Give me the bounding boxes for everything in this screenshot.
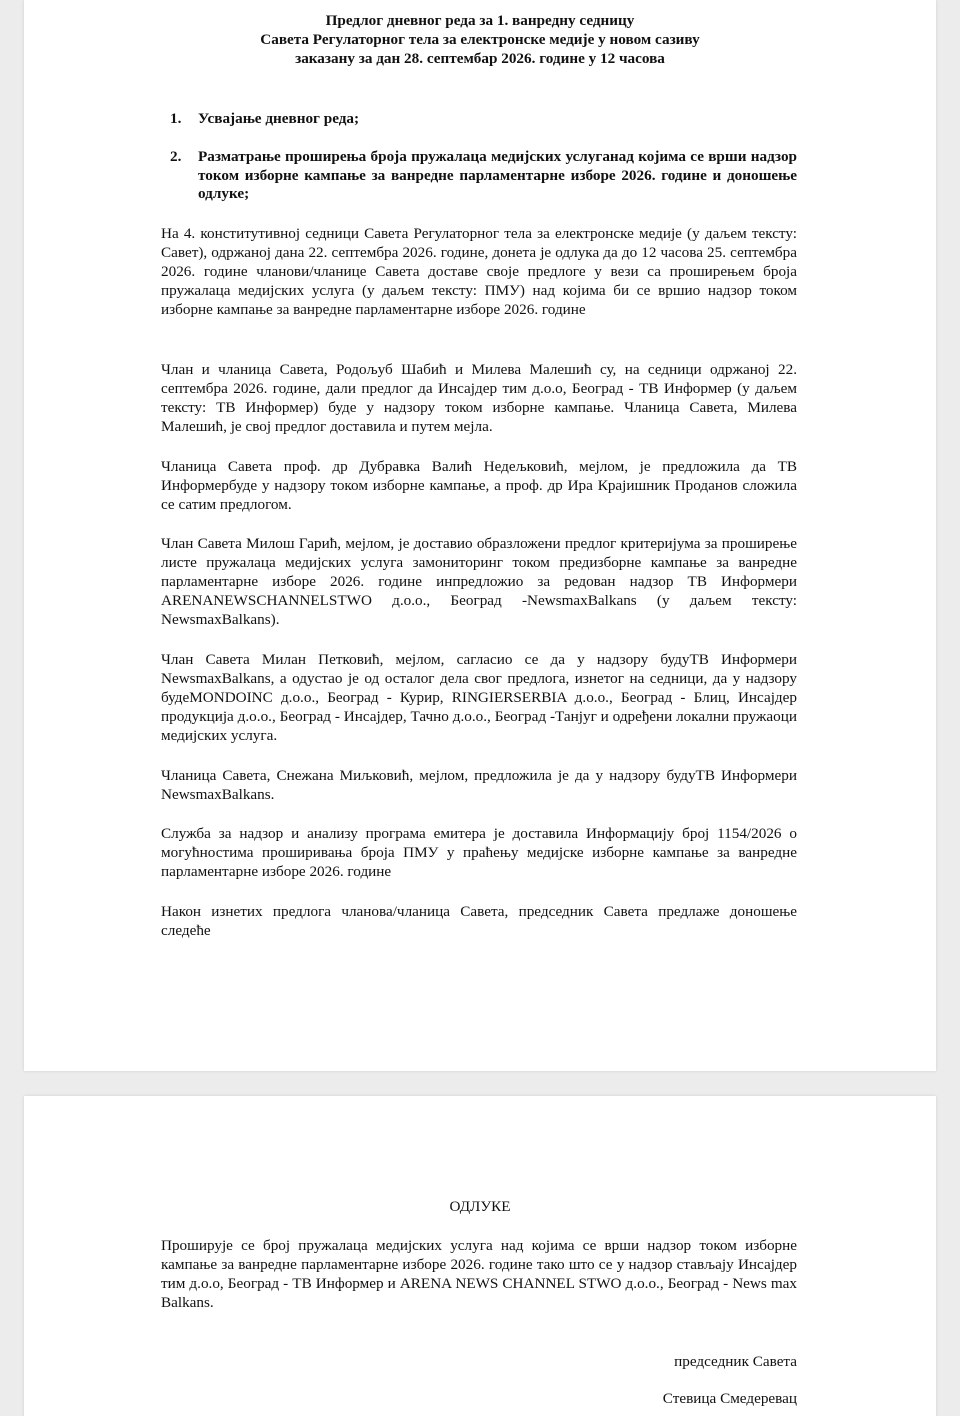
body-paragraph: Члан Савета Милан Петковић, мејлом, сагласио се да у надзору будуТВ Информери NewsmaxBalkans, а одустао је од осталог дела свог предлога, изнетог на седници, да у надзору будеMONDOINC д.о.о., Београд - Курир, RINGIERSERBIA д.о.о., Београд - Блиц, Инсајдер продукција д.о.о., Београд - Инсајдер, Тачно д.о.о., Београд -Танјуг и одређени локални пружаоци медијских услуга.	[161, 651, 797, 744]
body-paragraph: На 4. конститутивној седници Савета Регулаторног тела за електронске медије (у даљем тексту: Савет), одржаној дана 22. септембра 2026. године, донета је одлука да до 12 часова 25. септембра 2026. године чланови/чланице Савета доставе своје предлоге у вези са проширењем броја пружалаца медијских услуга (у даљем тексту: ПМУ) над којима би се вршио надзор током изборне кампање за ванредне парламентарне изборе 2026. године	[161, 225, 797, 318]
body-paragraph: Члан Савета Милош Гарић, мејлом, је доставио образложени предлог критеријума за проширење листе пружалаца медијских услуга замониторинг током предизборне кампање за ванредне парламентарне изборе 2026. године инпредложио за редован надзор ТВ Информери ARENANEWSCHANNELSTWO д.о.о., Београд -NewsmaxBalkans (у даљем тексту: NewsmaxBalkans).	[161, 535, 797, 628]
signature-name: Стевица Смедеревац	[662, 1390, 797, 1407]
decision-title: ОДЛУКЕ	[449, 1198, 511, 1215]
body-paragraph: Чланица Савета проф. др Дубравка Валић Недељковић, мејлом, је предложила да ТВ Информербуде у надзору током изборне кампање, а проф. др Ира Крајишник Проданов сложила се сатим предлогом.	[161, 458, 797, 513]
header-line-3: заказану за дан 28. септембар 2026. године у 12 часова	[295, 50, 665, 67]
agenda-item-number: 1.	[170, 110, 182, 127]
document-header	[24, 11, 936, 68]
agenda-item-text: Усвајање дневног реда;	[198, 110, 360, 127]
body-paragraph: Служба за надзор и анализу програма емитера је доставила Информацију број 1154/2026 о могућностима проширивања броја ПМУ у праћењу медијске изборне кампање за ванредне парламентарне изборе 2026. године	[161, 825, 797, 880]
document-page-1	[24, 0, 936, 1071]
body-paragraph: Члан и чланица Савета, Родољуб Шабић и Милева Малешић су, на седници одржаној 22. септембра 2026. године, дали предлог да Инсајдер тим д.о.о, Београд - ТВ Информер (у даљем тексту: ТВ Информер) буде у надзору током изборне кампање. Чланица Савета, Милева Малешић, је свој предлог доставила и путем мејла.	[161, 361, 797, 435]
body-paragraph: Након изнетих предлога чланова/чланица Савета, председник Савета предлаже доношење следеће	[161, 903, 797, 939]
document-page-2	[24, 1096, 936, 1416]
signature-role: председник Савета	[674, 1353, 797, 1370]
body-paragraph: Чланица Савета, Снежана Миљковић, мејлом, предложила је да у надзору будуТВ Информери NewsmaxBalkans.	[161, 767, 797, 803]
header-line-1: Предлог дневног реда за 1. ванредну седницу	[325, 12, 635, 29]
agenda-item-text: Разматрање проширења броја пружалаца медијских услуганад којима се врши надзор током изборне кампање за ванредне парламентарне изборе 2026. године и доношење одлуке;	[198, 148, 797, 202]
header-line-2: Савета Регулаторног тела за електронске медије у новом сазиву	[260, 31, 700, 48]
agenda-item	[170, 110, 797, 129]
agenda-item-number: 2.	[170, 148, 182, 165]
agenda-item	[170, 148, 797, 204]
decision-text: Проширује се број пружалаца медијских услуга над којима се врши надзор током изборне кампање за ванредне парламентарне изборе 2026. године тако што се у надзор стављају Инсајдер тим д.о.о, Београд - ТВ Информер и ARENA NEWS CHANNEL STWO д.о.о., Београд - News max Balkans.	[161, 1237, 797, 1311]
